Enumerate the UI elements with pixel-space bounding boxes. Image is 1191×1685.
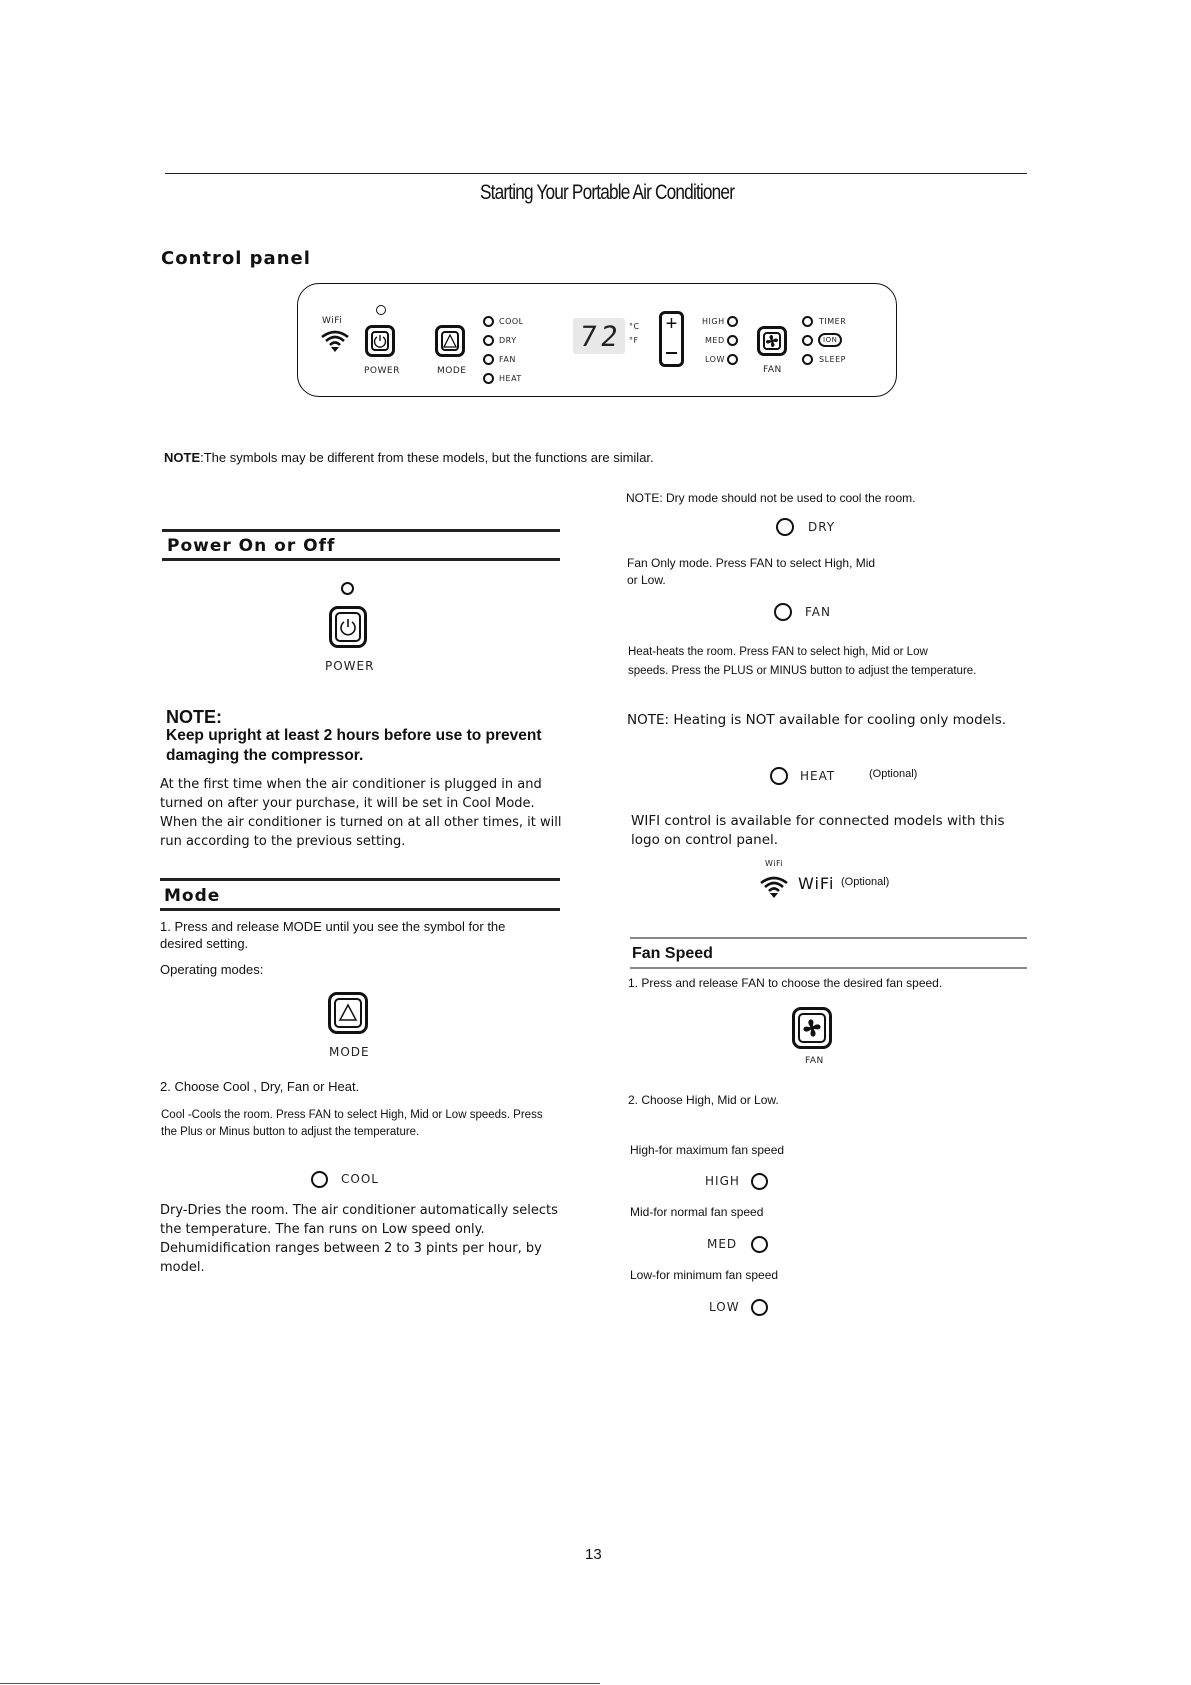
power-heading: Power On or Off [167,536,336,556]
heat-optional: (Optional) [869,768,918,780]
display-value: 72 [577,320,625,353]
wifi-description: WIFI control is available for connected models with this logo on control panel. [631,813,1005,848]
mode-rule-top [160,878,560,881]
control-panel-heading: Control panel [161,248,311,269]
low-label-large: LOW [709,1300,740,1314]
temperature-rocker[interactable] [659,311,684,367]
low-label: LOW [705,355,725,364]
fan-led-large [774,603,792,621]
high-label: HIGH [702,317,725,326]
med-led [727,335,738,346]
mode-heading: Mode [164,886,221,906]
timer-label: TIMER [819,317,847,326]
med-label: MED [705,336,725,345]
dry-note: NOTE: Dry mode should not be used to cool the room. [626,491,916,505]
minus-button[interactable] [666,352,677,354]
heat-note: NOTE: Heating is NOT available for cooling only models. [627,712,1007,728]
high-label-large: HIGH [705,1174,740,1188]
power-button[interactable] [365,325,395,357]
symbols-note-text: :The symbols may be different from these models, but the functions are similar. [200,450,654,465]
power-icon [339,618,357,636]
operating-modes-label: Operating modes: [160,962,264,977]
fan-led [483,354,494,365]
cool-description: Cool -Cools the room. Press FAN to select High, Mid or Low speeds. Press the Plus or Minus button to adjust the temperature. [161,1109,543,1138]
control-panel-diagram [297,283,897,397]
mode-button-large[interactable] [328,992,368,1034]
fan-mode-label: FAN [499,355,516,364]
power-note-bold: Keep upright at least 2 hours before use to prevent damaging the compressor. [166,727,542,764]
mode-step1: 1. Press and release MODE until you see the symbol for the desired setting. [160,919,506,951]
mode-button[interactable] [435,325,465,357]
ion-button[interactable] [818,333,842,347]
fan-icon [765,334,779,348]
fan-label: FAN [763,365,782,375]
heat-led-large [770,767,788,785]
page-title: Starting Your Portable Air Conditioner [480,181,735,204]
low-led [727,354,738,365]
cool-label-large: COOL [341,1172,379,1186]
power-indicator-led [341,582,354,595]
fan-speed-rule-top [630,937,1027,939]
power-rule-top [162,529,560,532]
timer-led [802,316,813,327]
power-icon [373,334,387,348]
symbols-note [164,449,654,467]
fan-speed-rule-bottom [630,967,1027,969]
dry-description: Dry-Dries the room. The air conditioner automatically selects the temperature. The fan runs on Low speed only. Dehumidification ranges between 2 to 3 pints per hour, by model. [160,1203,558,1275]
fan-icon [802,1018,822,1038]
wifi-label-large: WiFi [798,874,835,893]
triangle-icon [338,1003,358,1023]
bottom-rule [0,1683,600,1684]
fan-speed-step1: 1. Press and release FAN to choose the desired fan speed. [628,976,943,990]
heat-description-2: speeds. Press the PLUS or MINUS button to adjust the temperature. [628,665,977,677]
heat-label-large: HEAT [800,769,836,783]
cool-led [483,316,494,327]
ion-led [802,335,813,346]
power-label-large: POWER [325,659,375,673]
mode-step2: 2. Choose Cool , Dry, Fan or Heat. [160,1079,360,1094]
heat-description-1: Heat-heats the room. Press FAN to select high, Mid or Low [628,646,928,658]
dry-led [483,335,494,346]
dry-led-large [776,518,794,536]
med-label-large: MED [707,1237,738,1251]
sleep-label: SLEEP [819,355,846,364]
header-rule [165,173,1027,174]
low-description: Low-for minimum fan speed [630,1268,779,1282]
heat-led [483,373,494,384]
page-number: 13 [585,1546,602,1563]
fan-label-large: FAN [805,605,831,619]
dry-label-large: DRY [808,520,836,534]
plus-button[interactable]: + [665,313,678,335]
cool-led-large [311,1171,328,1188]
unit-fahrenheit: °F [629,336,639,345]
power-indicator-led [376,305,386,315]
low-led-large [751,1299,768,1316]
high-led-large [751,1173,768,1190]
dry-label: DRY [499,336,517,345]
wifi-icon [320,328,350,354]
triangle-icon [443,334,457,348]
unit-celsius: °C [629,322,640,331]
mode-label: MODE [437,366,467,376]
power-note-heading: NOTE: [166,707,222,727]
fan-button[interactable] [757,326,787,356]
wifi-label: WiFi [322,316,343,326]
fan-speed-step2: 2. Choose High, Mid or Low. [628,1093,779,1107]
wifi-small-label: WiFi [765,859,784,868]
mid-description: Mid-for normal fan speed [630,1205,764,1219]
high-led [727,316,738,327]
ion-label: ION [823,336,838,344]
cool-label: COOL [499,317,524,326]
power-paragraph: At the first time when the air conditioner is plugged in and turned on after your purchase, it will be set in Cool Mode. When the air conditioner is turned on at all other times, it will run according to the previous setting. [160,777,562,849]
high-description: High-for maximum fan speed [630,1143,785,1157]
power-label: POWER [364,366,400,376]
temperature-display [573,318,625,354]
med-led-large [751,1236,768,1253]
fan-label-medium: FAN [805,1056,824,1066]
fan-speed-heading: Fan Speed [632,945,713,962]
wifi-optional: (Optional) [841,876,890,888]
power-button-large[interactable] [329,606,367,648]
mode-rule-bottom [160,908,560,911]
power-rule-bottom [162,558,560,561]
sleep-led [802,354,813,365]
symbols-note-label: NOTE [164,450,201,465]
fan-button-large[interactable] [792,1007,832,1049]
mode-label-large: MODE [329,1045,370,1059]
wifi-icon [759,874,789,900]
fan-only-description: Fan Only mode. Press FAN to select High, Mid or Low. [627,556,876,587]
heat-label: HEAT [499,374,522,383]
